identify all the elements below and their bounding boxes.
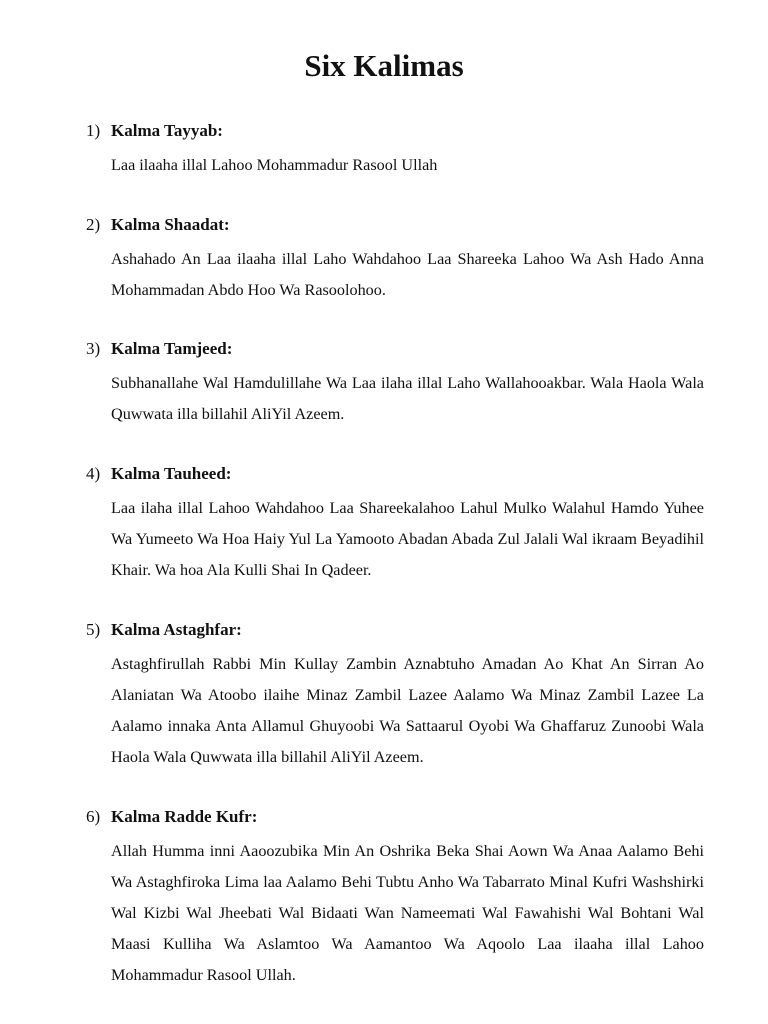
kalima-number: 1) [86,121,101,140]
kalima-number: 6) [86,807,101,826]
kalima-heading [86,337,704,361]
kalima-name: Kalma Tamjeed: [111,339,233,358]
kalima-text: Subhanallahe Wal Hamdulillahe Wa Laa ilaha illal Laho Wallahooakbar. Wala Haola Wala Quwwata illa billahil AliYil Azeem. [111,374,704,423]
kalima-heading [86,805,704,829]
kalima-item-2 [86,213,704,306]
kalima-name: Kalma Tauheed: [111,464,232,483]
kalima-item-5 [86,618,704,773]
kalima-item-3 [86,337,704,430]
kalima-number: 5) [86,620,101,639]
kalima-heading [86,119,704,143]
kalima-item-1 [86,119,704,181]
kalima-heading [86,462,704,486]
kalima-name: Kalma Radde Kufr: [111,807,258,826]
kalima-text: Laa ilaaha illal Lahoo Mohammadur Rasool Ullah [111,156,438,174]
kalima-heading [86,213,704,237]
kalima-item-4 [86,462,704,586]
kalima-number: 3) [86,339,101,358]
kalima-text: Ashahado An Laa ilaaha illal Laho Wahdahoo Laa Shareeka Lahoo Wa Ash Hado Anna Mohammadan Abdo Hoo Wa Rasoolohoo. [111,250,704,299]
kalima-text: Laa ilaha illal Lahoo Wahdahoo Laa Shareekalahoo Lahul Mulko Walahul Hamdo Yuhee Wa Yumeeto Wa Hoa Haiy Yul La Yamooto Abadan Abada Zul Jalali Wal ikraam Beyadihil Khair. Wa hoa Ala Kulli Shai In Qadeer. [111,499,704,579]
kalima-name: Kalma Tayyab: [111,121,223,140]
kalima-number: 4) [86,464,101,483]
kalima-name: Kalma Astaghfar: [111,620,242,639]
kalima-heading [86,618,704,642]
kalima-item-6 [86,805,704,991]
kalima-number: 2) [86,215,101,234]
document-title: Six Kalimas [304,48,464,83]
kalima-text: Allah Humma inni Aaoozubika Min An Oshrika Beka Shai Aown Wa Anaa Aalamo Behi Wa Astaghfiroka Lima laa Aalamo Behi Tubtu Anho Wa Tabarrato Minal Kufri Washshirki Wal Kizbi Wal Jheebati Wal Bidaati Wan Nameemati Wal Fawahishi Wal Bohtani Wal Maasi Kulliha Wa Aslamtoo Wa Aamantoo Wa Aqoolo Laa ilaaha illal Lahoo Mohammadur Rasool Ullah. [111,842,704,984]
kalima-name: Kalma Shaadat: [111,215,230,234]
kalima-text: Astaghfirullah Rabbi Min Kullay Zambin Aznabtuho Amadan Ao Khat An Sirran Ao Alaniatan Wa Atoobo ilaihe Minaz Zambil Lazee Aalamo Wa Minaz Zambil Lazee La Aalamo innaka Anta Allamul Ghuyoobi Wa Sattaarul Oyobi Wa Ghaffaruz Zunoobi Wala Haola Wala Quwwata illa billahil AliYil Azeem. [111,655,704,766]
